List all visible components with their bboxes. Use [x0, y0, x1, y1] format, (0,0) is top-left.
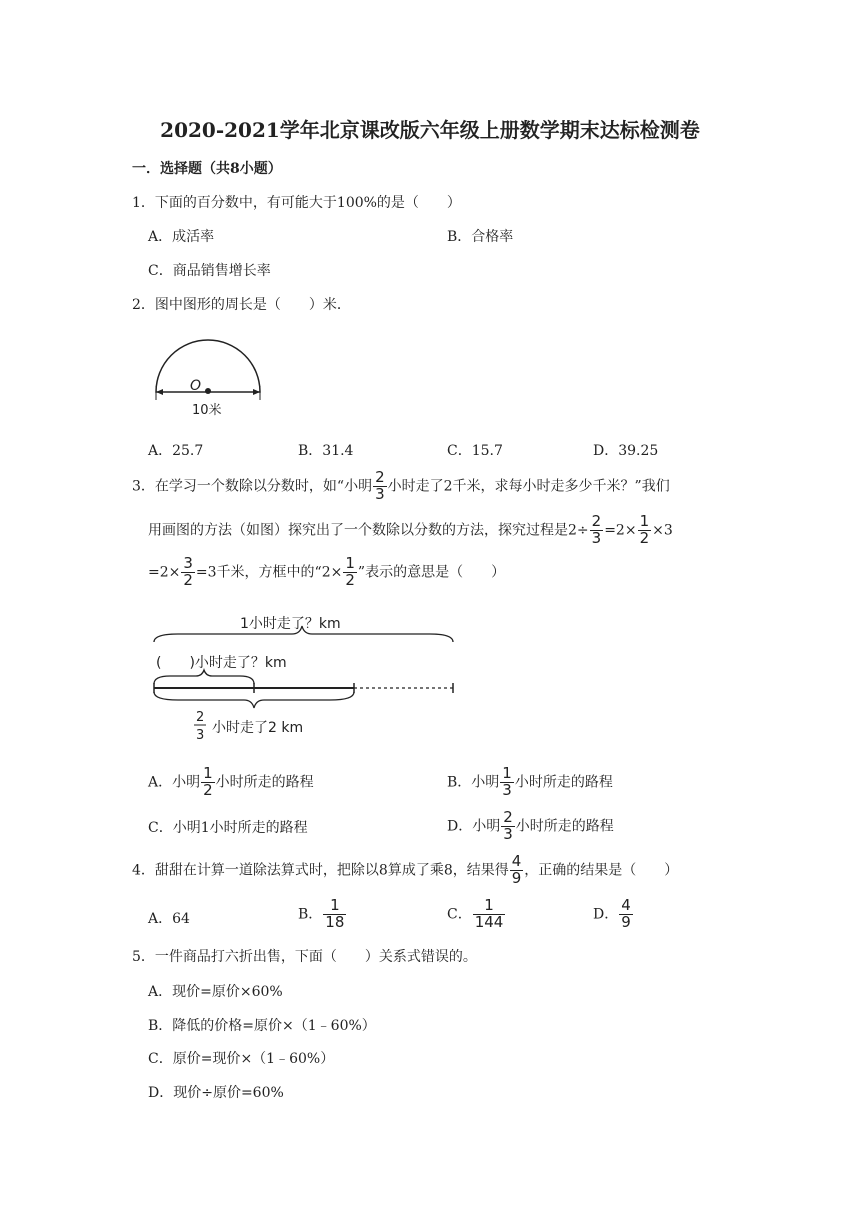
q1-option-a: A．成活率	[148, 229, 215, 245]
q4-option-d: D． $\frac{4}{9}$	[593, 896, 631, 931]
q3-option-c: C．小明1小时所走的路程	[148, 820, 308, 836]
q4-option-b: B． $\frac{1}{18}$	[298, 896, 345, 931]
page-title: 2020-2021学年北京课改版六年级上册数学期末达标检测卷	[160, 118, 700, 142]
diagram-bottom-label: 小时走了2 km	[212, 720, 304, 736]
diagram-frac-den: 3	[196, 728, 205, 743]
q1-option-c: C．商品销售增长率	[148, 263, 271, 279]
fraction-1-2: $\frac{1}{2}$	[203, 764, 213, 799]
q3-line2-mid: =2×	[604, 522, 637, 539]
q1-option-b: B．合格率	[447, 229, 514, 245]
fraction-2-3: $\frac{2}{3}$	[503, 808, 513, 843]
fraction-2-3: $\frac{2}{3}$	[375, 468, 385, 503]
diagram-frac-num: 2	[196, 710, 205, 725]
center-label: O	[190, 378, 202, 394]
fraction-1-2: $\frac{1}{2}$	[345, 554, 355, 589]
q4-option-c: C． $\frac{1}{144}$	[447, 896, 504, 931]
q3-line3-post: ”表示的意思是（ ）	[357, 564, 506, 581]
fraction-1-18: $\frac{1}{18}$	[325, 896, 345, 931]
q3-option-d: D．小明 $\frac{2}{3}$ 小时所走的路程	[447, 808, 614, 843]
fraction-1-3: $\frac{1}{3}$	[502, 764, 512, 799]
q5-option-c: C．原价=现价×（1﹣60%）	[148, 1051, 335, 1067]
q2-option-b: B．31.4	[298, 443, 354, 459]
question-3-line-1	[132, 470, 670, 503]
q2-option-a: A．25.7	[148, 443, 204, 459]
fraction-3-2: $\frac{3}{2}$	[183, 554, 193, 589]
q3-line1-post: 小时走了2千米，求每小时走多少千米？”我们	[387, 478, 670, 495]
q3-line2-post: ×3	[652, 522, 673, 539]
semicircle-figure	[148, 330, 268, 422]
center-dot	[205, 388, 211, 394]
q2-option-d: D．39.25	[593, 443, 659, 459]
fraction-2-3: $\frac{2}{3}$	[591, 512, 602, 547]
question-3-line-3	[148, 556, 505, 589]
q4-option-a: A．64	[148, 911, 190, 927]
q3-line3-pre: =2×	[148, 564, 181, 581]
q5-option-d: D．现价÷原价=60%	[148, 1085, 284, 1101]
section-heading: 一．选择题（共8小题）	[132, 161, 282, 177]
arrow-left-icon	[156, 389, 163, 395]
brace-top	[154, 626, 453, 642]
diagram-mid-label: ( )小时走了？km	[156, 655, 287, 671]
question-1-stem: 1．下面的百分数中，有可能大于100%的是（ ）	[132, 195, 461, 211]
q5-option-a: A．现价=原价×60%	[148, 984, 283, 1000]
diagram-top-label: 1小时走了？km	[240, 616, 341, 632]
semicircle-shape	[156, 340, 260, 392]
q3-option-b: B．小明 $\frac{1}{3}$ 小时所走的路程	[447, 764, 613, 799]
q3-line2-pre: 用画图的方法（如图）探究出了一个数除以分数的方法，探究过程是2÷	[148, 522, 589, 539]
question-5-stem: 5．一件商品打六折出售，下面（ ）关系式错误的。	[132, 949, 477, 965]
q3-option-a: A．小明 $\frac{1}{2}$ 小时所走的路程	[148, 764, 314, 799]
brace-mid	[154, 670, 254, 684]
q3-line3-mid: =3千米，方框中的“2×	[195, 564, 343, 581]
fraction-4-9: $\frac{4}{9}$	[621, 896, 631, 931]
fraction-1-2: $\frac{1}{2}$	[639, 512, 650, 547]
brace-bottom	[154, 692, 354, 708]
fraction-1-144: $\frac{1}{144}$	[474, 896, 504, 931]
question-3-line-2	[148, 514, 673, 547]
question-2-stem: 2．图中图形的周长是（ ）米．	[132, 297, 351, 313]
question-4-stem: 4．甜甜在计算一道除法算式时，把除以8算成了乘8，结果得 $\frac{4}{9}$ ，正确的结果是（ ）	[132, 852, 679, 887]
q5-option-b: B．降低的价格=原价×（1﹣60%）	[148, 1018, 376, 1034]
distance-diagram	[148, 604, 464, 748]
q2-option-c: C．15.7	[447, 443, 503, 459]
diameter-label: 10米	[192, 403, 222, 418]
arrow-right-icon	[253, 389, 260, 395]
q3-line1-pre: 3．在学习一个数除以分数时，如“小明	[132, 478, 373, 495]
fraction-4-9: $\frac{4}{9}$	[511, 852, 522, 887]
